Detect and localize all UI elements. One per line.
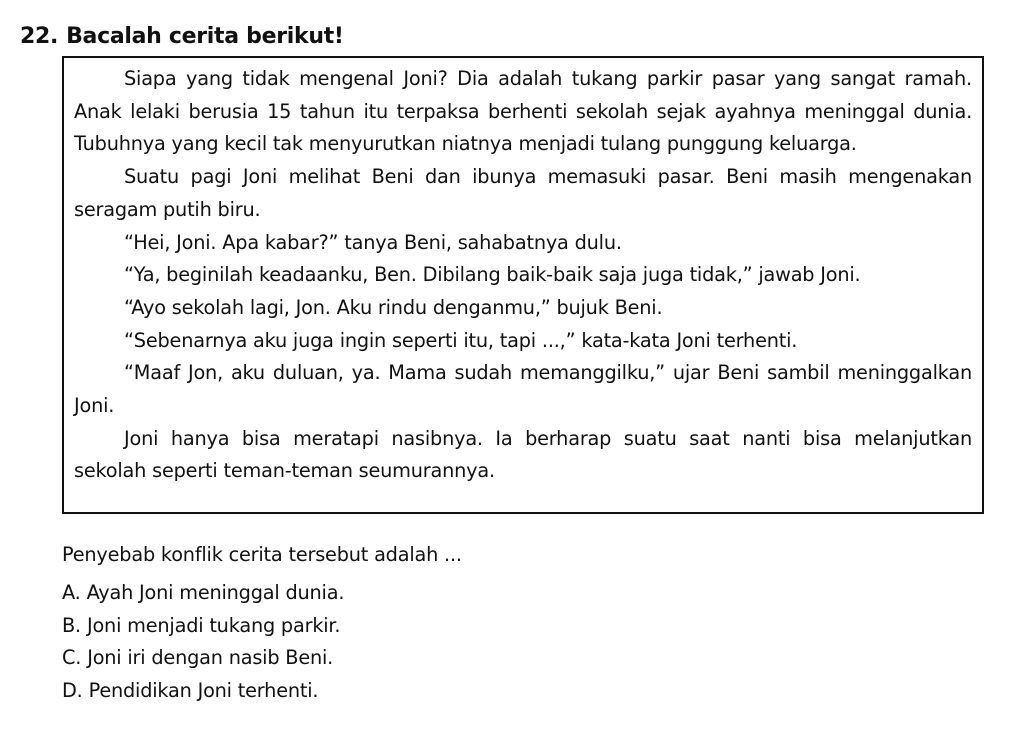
question-number: 22.: [20, 24, 59, 49]
story-paragraph: Suatu pagi Joni melihat Beni dan ibunya memasuki pasar. Beni masih mengenakan seragam putih biru.: [74, 165, 972, 221]
option-letter: B.: [62, 613, 81, 637]
option-text: Pendidikan Joni terhenti.: [88, 679, 319, 703]
question-prompt: Penyebab konflik cerita tersebut adalah ...: [62, 543, 462, 566]
option-letter: A.: [62, 581, 81, 604]
question-instruction: Bacalah cerita berikut!: [66, 24, 344, 49]
answer-options: [62, 577, 344, 708]
story-box: [62, 56, 984, 514]
story-paragraph: Joni hanya bisa meratapi nasibnya. Ia berharap suatu saat nanti bisa melanjutkan sekolah seperti teman-teman seumurannya.: [74, 426, 972, 483]
option-c[interactable]: [62, 642, 344, 675]
option-d[interactable]: [62, 675, 344, 708]
option-text: Joni menjadi tukang parkir.: [86, 613, 341, 637]
question-heading: [20, 24, 344, 49]
story-paragraph: “Ayo sekolah lagi, Jon. Aku rindu denganmu,” bujuk Beni.: [124, 295, 663, 319]
option-b[interactable]: [62, 610, 344, 643]
option-letter: C.: [62, 646, 82, 670]
story-paragraph: Siapa yang tidak mengenal Joni? Dia adalah tukang parkir pasar yang sangat ramah. Anak lelaki berusia 15 tahun itu terpaksa berhenti sekolah sejak ayahnya meninggal dunia. Tubuhnya yang kecil tak menyurutkan niatnya menjadi tulang punggung keluarga.: [74, 67, 972, 156]
option-a[interactable]: [62, 577, 344, 610]
story-paragraph: “Hei, Joni. Apa kabar?” tanya Beni, sahabatnya dulu.: [124, 230, 622, 254]
story-paragraph: “Ya, beginilah keadaanku, Ben. Dibilang baik-baik saja juga tidak,” jawab Joni.: [124, 263, 861, 287]
option-text: Joni iri dengan nasib Beni.: [87, 646, 334, 670]
story-paragraph: “Maaf Jon, aku duluan, ya. Mama sudah memanggilku,” ujar Beni sambil meninggalkan Joni.: [74, 361, 972, 418]
option-text: Ayah Joni meninggal dunia.: [86, 581, 345, 604]
option-letter: D.: [62, 679, 83, 703]
story-paragraph: “Sebenarnya aku juga ingin seperti itu, tapi ...,” kata-kata Joni terhenti.: [124, 328, 798, 352]
